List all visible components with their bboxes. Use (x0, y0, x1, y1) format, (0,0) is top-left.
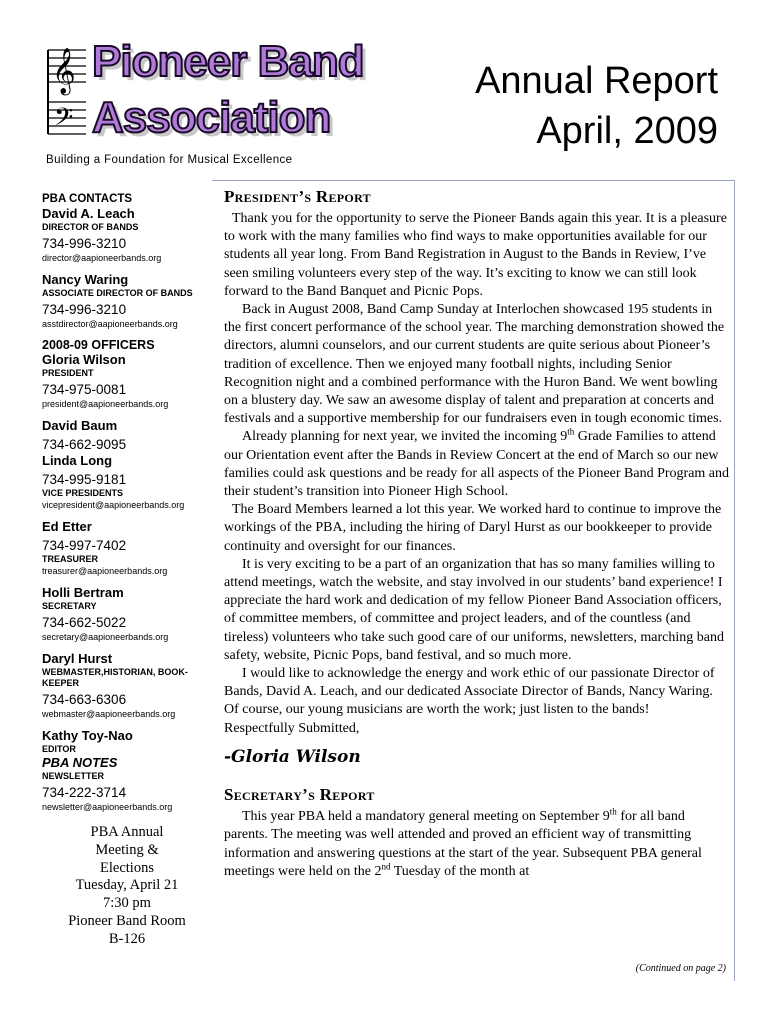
contact-role: DIRECTOR OF BANDS (42, 222, 139, 232)
contact-email: director@aapioneerbands.org (42, 253, 162, 263)
superscript: th (609, 806, 617, 817)
officer-role: VICE PRESIDENTS (42, 488, 124, 498)
contact-phone: 734-996-3210 (42, 236, 127, 251)
svg-text:𝄢: 𝄢 (54, 103, 74, 138)
paragraph: It is very exciting to be a part of an organization that has so many families willing to attend meetings, watch the website, and stay involved in our students’ band experience! I appreciate the hard work and dedication of my fellow Pioneer Band Association officers, of committee members, of committee and project leaders, and of the countless (and tireless) volunteers who take such good care of our uniforms, newsletters, marching band safety, website, Picnic Pops, band festival, and so much more. (224, 556, 724, 663)
meeting-time: 7:30 pm (103, 895, 151, 912)
superscript: nd (381, 861, 391, 872)
paragraph: Back in August 2008, Band Camp Sunday at Interlochen showcased 195 students in the first concert performance of the school year. The marching demonstration showed the directors, alumni counselors, and our current students are quite serious about Pioneer’s tradition of excellence. Then we enjoyed many football nights, including Senior Recognition night and a combined performance with the Huron Band. We went bowling on a blustery day. We saw an awesome display of talent and preparation at concerts and festivals and a supportive membership for our fundraisers even in tough economic times. (224, 302, 725, 427)
meeting-location: Pioneer Band Room (68, 912, 186, 929)
contacts-heading: PBA CONTACTS (42, 193, 133, 205)
officers-heading: 2008-09 OFFICERS (42, 338, 155, 352)
presidents-report-title: President’s Report (224, 187, 371, 206)
closing: Respectfully Submitted, (224, 720, 360, 736)
report-date: April, 2009 (536, 110, 718, 152)
officer-email: vicepresident@aapioneerbands.org (42, 500, 185, 510)
officer-name: David Baum (42, 418, 118, 433)
officer-phone: 734-995-9181 (42, 472, 127, 487)
paragraph: The Board Members learned a lot this year. We worked hard to continue to improve the workings of the PBA, including the hiring of Daryl Hurst as our bookkeeper to provide continuity and oversight for our finances. (224, 502, 722, 554)
officer-name: Holli Bertram (42, 585, 124, 600)
meeting-line: PBA Annual (90, 824, 164, 840)
officer-role: PRESIDENT (42, 368, 94, 378)
report-title (475, 56, 718, 156)
officer-phone: 734-662-5022 (42, 615, 127, 630)
officer-email: treasurer@aapioneerbands.org (42, 566, 168, 576)
officer-name: Ed Etter (42, 519, 92, 534)
contact-role: ASSOCIATE DIRECTOR OF BANDS (42, 288, 193, 298)
signature: -Gloria Wilson (224, 746, 361, 767)
paragraph: Thank you for the opportunity to serve the Pioneer Bands again this year. It is a pleasure to work with the many families who find ways to make opportunities available for our students all year long. From Band Registration in August to the Bands in Review, I’ve seen smiling volunteers every step of the way. It’s exciting to know we can still look forward to the Band Banquet and Picnic Pops. (224, 211, 727, 299)
superscript: th (567, 426, 575, 437)
officer-phone: 734-663-6306 (42, 692, 127, 707)
contact-email: asstdirector@aapioneerbands.org (42, 319, 178, 329)
text-run: Already planning for next year, we invited the incoming 9 (242, 429, 568, 445)
officer-name: Daryl Hurst (42, 651, 113, 666)
officer-role: SECRETARY (42, 601, 97, 611)
logo-title-line2: Association (92, 93, 331, 142)
officer-phone: 734-662-9095 (42, 437, 127, 452)
text-run: Tuesday of the month at (390, 863, 530, 879)
officer-phone: 734-997-7402 (42, 538, 127, 553)
svg-text:𝄞: 𝄞 (52, 48, 76, 94)
officer-role: TREASURER (42, 554, 99, 564)
meeting-line: Elections (100, 859, 154, 876)
contact-name: David A. Leach (42, 206, 135, 221)
officer-email: secretary@aapioneerbands.org (42, 632, 169, 642)
meeting-room: B-126 (108, 930, 146, 947)
officer-role: WEBMASTER,HISTORIAN, BOOK-KEEPER (42, 667, 188, 688)
paragraph: I would like to acknowledge the energy and work ethic of our passionate Director of Bands, David A. Leach, and our dedicated Associate Director of Bands, Nancy Waring. Of course, our young musicians are worth the work; just listen to the bands! (224, 666, 715, 718)
officer-phone: 734-222-3714 (42, 785, 127, 800)
contact-phone: 734-996-3210 (42, 302, 127, 317)
officer-name: Kathy Toy-Nao (42, 728, 133, 743)
officer-role: NEWSLETTER (42, 771, 104, 781)
officer-role: EDITOR (42, 744, 76, 754)
meeting-line: Meeting & (95, 841, 159, 858)
officer-email: president@aapioneerbands.org (42, 399, 169, 409)
report-title-line1: Annual Report (475, 60, 718, 102)
continued-note: (Continued on page 2) (635, 963, 726, 974)
paragraph (224, 428, 730, 501)
meeting-date: Tuesday, April 21 (75, 877, 179, 894)
officer-phone: 734-975-0081 (42, 382, 127, 397)
officer-email: webmaster@aapioneerbands.org (42, 709, 176, 719)
logo-title-line1: Pioneer Band (92, 37, 364, 86)
paragraph (224, 808, 730, 881)
tagline: Building a Foundation for Musical Excellence (46, 154, 293, 166)
contacts-sidebar (42, 190, 212, 821)
officer-name: Linda Long (42, 453, 113, 468)
text-run: Grade Families to attend our Orientation event after the Bands in Review Concert at the end of March so our new families could ask questions and be ready for all aspects of the Pioneer Band Program and their student’s transition into Pioneer High School. (224, 429, 730, 500)
text-run: for all band parents. The meeting was well attended and proved an efficient way of transmitting information and answering questions at the start of the year. Subsequent PBA general meetings were held on the 2 (224, 809, 702, 879)
secretarys-report-title: Secretary’s Report (224, 785, 375, 805)
music-staff-clef-icon (46, 38, 88, 142)
contact-name: Nancy Waring (42, 272, 129, 287)
officer-name: Gloria Wilson (42, 352, 126, 367)
main-column (224, 186, 730, 881)
newsletter-title: PBA NOTES (42, 755, 118, 770)
text-run: This year PBA held a mandatory general meeting on September 9 (242, 809, 610, 825)
annual-meeting-notice (42, 824, 212, 949)
officer-email: newsletter@aapioneerbands.org (42, 802, 173, 812)
